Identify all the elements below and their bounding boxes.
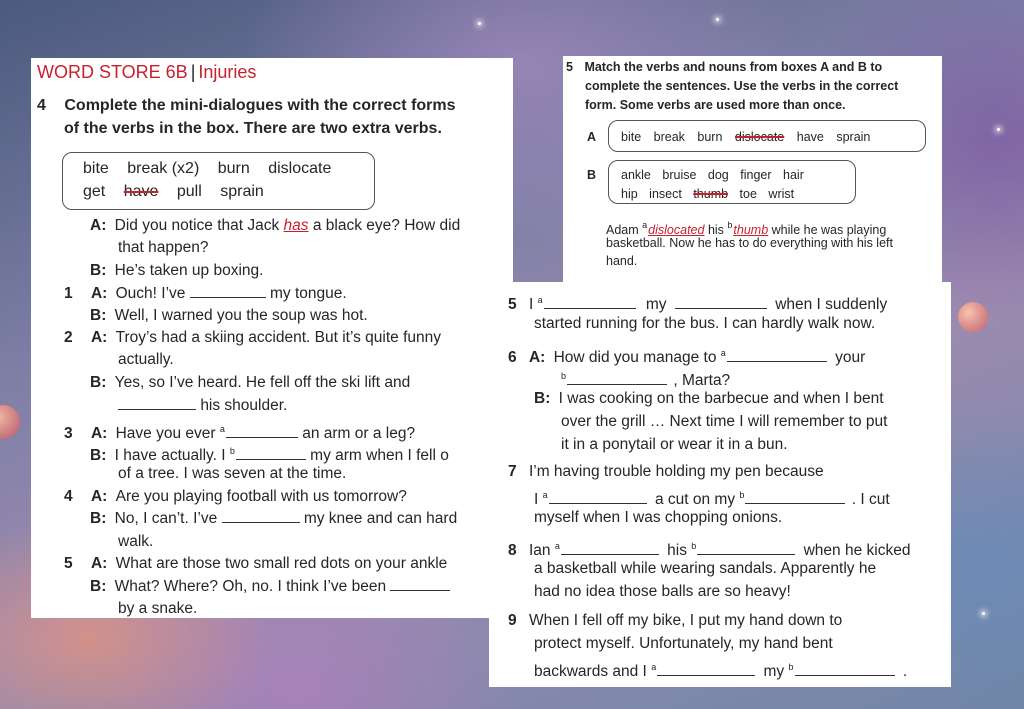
title-separator: | [190, 62, 196, 82]
item-1-b: B: Well, I warned you the soup was hot. [90, 307, 368, 324]
star [997, 128, 1000, 131]
star [716, 18, 719, 21]
exercise-5-instruction-line-3: form. Some verbs are used more than once. [585, 98, 846, 112]
sentence-9-line-2: protect myself. Unfortunately, my hand bent [534, 635, 833, 652]
item-2-a: 2 A: Troy’s had a skiing accident. But it’s quite funny [64, 329, 442, 346]
answer-blank[interactable] [675, 295, 767, 309]
sentence-5-line-1: 5 I $^a$ my when I suddenly [508, 295, 888, 313]
sentence-9-line-3: backwards and I $^a$ my $^b$ . [534, 662, 908, 680]
sentence-8-line-2: a basketball while wearing sandals. Apparently he [534, 560, 877, 577]
sentence-6-b-line-3: it in a ponytail or wear it in a bun. [561, 436, 788, 453]
box-b-label: B [587, 168, 597, 182]
exercise-5-panel [563, 56, 942, 282]
answer-blank[interactable] [745, 490, 845, 504]
sentence-8-line-3: had no idea those balls are so heavy! [534, 583, 791, 600]
exercise-4-instruction-line-2: of the verbs in the box. There are two extra verbs. [64, 120, 442, 137]
exercise-5-instruction-line-1: 5 Match the verbs and nouns from boxes A and B to [566, 60, 883, 74]
item-5-b: B: What? Where? Oh, no. I think I’ve been [90, 577, 450, 597]
item-4-b-continuation: walk. [118, 533, 154, 550]
sentence-7-line-3: myself when I was chopping onions. [534, 509, 783, 526]
answer-blank[interactable] [190, 284, 266, 298]
example-answer-a: dislocated [648, 223, 705, 237]
exercise-4-instruction-line-1: 4 Complete the mini-dialogues with the correct forms [37, 97, 456, 114]
answer-blank[interactable] [226, 424, 298, 438]
item-4-a: 4 A: Are you playing football with us tomorrow? [64, 488, 407, 505]
sentence-7-line-2: I $^a$ a cut on my $^b$ . I cut [534, 490, 890, 508]
answer-blank[interactable] [561, 541, 659, 555]
verb-box-row-2: get have pull sprain [83, 183, 264, 200]
crossed-out-verb: have [123, 183, 159, 200]
answer-blank[interactable] [390, 577, 450, 591]
verb-box-row-1: bite break (x2) burn dislocate [83, 160, 332, 177]
example-answer: has [283, 217, 309, 234]
sentence-6-b: B: I was cooking on the barbecue and when I bent [534, 390, 884, 407]
exercise-5-example-line-2: basketball. Now he has to do everything with his left [606, 236, 893, 250]
item-3-b: B: I have actually. I $^b$ my arm when I fell o [90, 446, 449, 464]
item-2-b: B: Yes, so I’ve heard. He fell off the ski lift and [90, 374, 411, 391]
item-2-b-continuation: his shoulder. [118, 396, 287, 416]
example-b-line: B: He’s taken up boxing. [90, 262, 264, 279]
exercise-5-example-line-1: Adam $^a$dislocated his $^b$thumb while he was playing [606, 220, 887, 237]
sentence-7-line-1: 7 I’m having trouble holding my pen because [508, 463, 824, 480]
sentence-6-a: 6 A: How did you manage to $^a$ your [508, 348, 866, 366]
star [982, 612, 985, 615]
exercise-5-continued-panel [489, 282, 951, 687]
answer-blank[interactable] [727, 348, 827, 362]
exercise-5-instruction-line-2: complete the sentences. Use the verbs in the correct [585, 79, 899, 93]
title-topic: Injuries [198, 62, 257, 82]
item-3-b-continuation: of a tree. I was seven at the time. [118, 465, 347, 482]
answer-blank[interactable] [544, 295, 636, 309]
star [478, 22, 481, 25]
sentence-6-a-line-2: $^b$ , Marta? [561, 371, 731, 389]
example-a-continuation: that happen? [118, 239, 209, 256]
example-answer-b: thumb [733, 223, 769, 237]
item-3-a: 3 A: Have you ever $^a$ an arm or a leg? [64, 424, 416, 442]
planet-left [0, 405, 20, 439]
answer-blank[interactable] [657, 662, 755, 676]
sentence-5-line-2: started running for the bus. I can hardly walk now. [534, 315, 876, 332]
answer-blank[interactable] [697, 541, 795, 555]
box-a-words: bite break burn dislocate have sprain [621, 130, 871, 144]
planet-right [958, 302, 988, 332]
exercise-4-panel [31, 58, 513, 618]
item-5-a: 5 A: What are those two small red dots on your ankle [64, 555, 448, 572]
sentence-6-b-line-2: over the grill … Next time I will remember to put [561, 413, 888, 430]
answer-blank[interactable] [567, 371, 667, 385]
exercise-5-example-line-3: hand. [606, 254, 638, 268]
answer-blank[interactable] [118, 396, 196, 410]
box-b-row-1: ankle bruise dog finger hair [621, 168, 804, 182]
item-1-a: 1 A: Ouch! I’ve my tongue. [64, 285, 347, 302]
example-a-line: A: Did you notice that Jack has a black eye? How did [90, 217, 461, 234]
item-4-b: B: No, I can’t. I’ve my knee and can hard [90, 510, 458, 527]
word-store-title [37, 62, 256, 83]
answer-blank[interactable] [549, 490, 647, 504]
sentence-9-line-1: 9 When I fell off my bike, I put my hand down to [508, 612, 843, 629]
sentence-8-line-1: 8 Ian $^a$ his $^b$ when he kicked [508, 541, 911, 559]
answer-blank[interactable] [236, 446, 306, 460]
item-5-b-continuation: by a snake. [118, 600, 198, 617]
box-b-row-2: hip insect thumb toe wrist [621, 187, 795, 201]
box-a-label: A [587, 130, 597, 144]
item-2-a-continuation: actually. [118, 351, 174, 368]
exercise-number: 4 [37, 97, 46, 114]
answer-blank[interactable] [222, 509, 300, 523]
answer-blank[interactable] [795, 662, 895, 676]
title-main: WORD STORE 6B [37, 62, 188, 82]
